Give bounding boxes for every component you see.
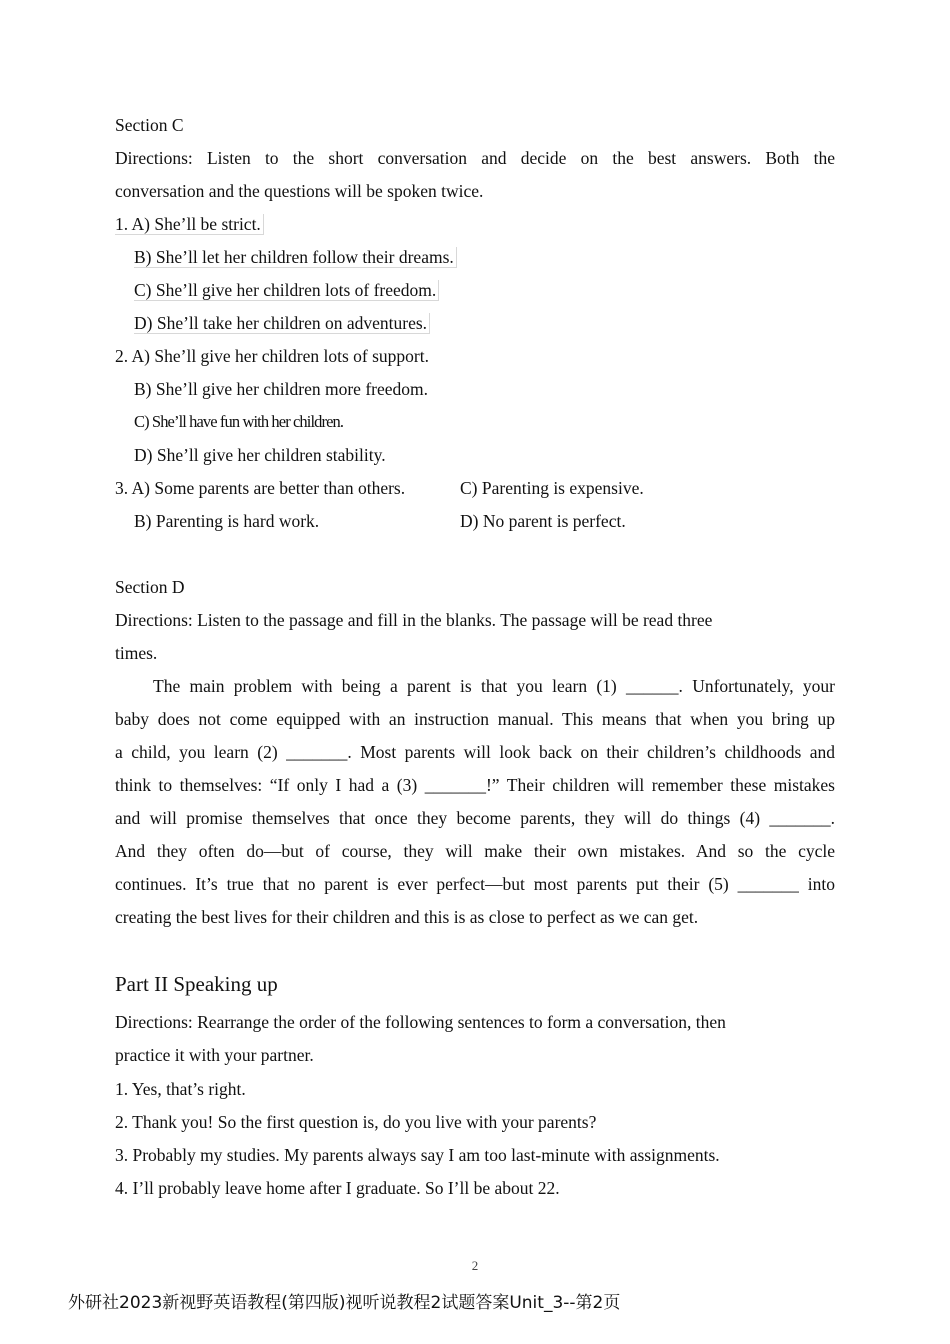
part-2-directions-line-2: practice it with your partner.: [115, 1045, 314, 1065]
passage-line-6: And they often do—but of course, they will make their own mistakes. And so the cycle: [115, 841, 835, 861]
q1-option-a: [115, 214, 264, 234]
passage-line-2: baby does not come equipped with an instruction manual. This means that when you bring up: [115, 709, 835, 729]
passage-line-4: think to themselves: “If only I had a (3) _______!” Their children will remember these mistakes: [115, 775, 835, 795]
section-c-directions-line-2: conversation and the questions will be spoken twice.: [115, 181, 484, 201]
passage-line-5: and will promise themselves that once they become parents, they will do things (4) _______.: [115, 808, 835, 828]
part-2-item-1: 1. Yes, that’s right.: [115, 1079, 246, 1099]
part-2-item-3: 3. Probably my studies. My parents always say I am too last-minute with assignments.: [115, 1145, 720, 1165]
q3-option-d: D) No parent is perfect.: [460, 511, 626, 531]
q1-option-b: [134, 247, 457, 267]
passage-line-8: creating the best lives for their children and this is as close to perfect as we can get.: [115, 907, 699, 927]
passage-line-3: a child, you learn (2) _______. Most parents will look back on their children’s childhoods and: [115, 742, 835, 762]
q2-option-a: 2. A) She’ll give her children lots of support.: [115, 346, 429, 366]
q3-option-c: C) Parenting is expensive.: [460, 478, 644, 498]
part-2-heading: Part II Speaking up: [115, 972, 278, 996]
q1-option-c-text: C) She’ll give her children lots of freedom.: [134, 280, 439, 301]
part-2-directions-line-1: Directions: Rearrange the order of the following sentences to form a conversation, then: [115, 1012, 726, 1032]
section-d-heading: Section D: [115, 577, 185, 597]
q1-option-c: [134, 280, 439, 300]
q3-option-a: 3. A) Some parents are better than others.: [115, 478, 406, 498]
section-d-directions-line-2: times.: [115, 643, 158, 663]
page-number: 2: [471, 1258, 479, 1273]
passage-line-7: continues. It’s true that no parent is ever perfect—but most parents put their (5) _______ into: [115, 874, 835, 894]
passage-line-1: The main problem with being a parent is that you learn (1) ______. Unfortunately, your: [153, 676, 835, 696]
section-d-directions-line-1: Directions: Listen to the passage and fill in the blanks. The passage will be read three: [115, 610, 713, 630]
q2-option-d: D) She’ll give her children stability.: [134, 445, 386, 465]
q3-option-b: B) Parenting is hard work.: [134, 511, 320, 531]
q2-option-b: B) She’ll give her children more freedom.: [134, 379, 428, 399]
section-c-directions-line-1: Directions: Listen to the short conversation and decide on the best answers. Both the: [115, 148, 835, 168]
part-2-item-2: 2. Thank you! So the first question is, do you live with your parents?: [115, 1112, 597, 1132]
section-c-heading: Section C: [115, 115, 184, 135]
document-footer: 外研社2023新视野英语教程(第四版)视听说教程2试题答案Unit_3--第2页: [68, 1293, 621, 1313]
q1-option-b-text: B) She’ll let her children follow their dreams.: [134, 247, 457, 268]
q1-option-a-text: 1. A) She’ll be strict.: [115, 214, 264, 235]
q1-option-d: [134, 313, 430, 333]
q1-option-d-text: D) She’ll take her children on adventures.: [134, 313, 430, 334]
q2-option-c: C) She’ll have fun with her children.: [134, 412, 344, 431]
part-2-item-4: 4. I’ll probably leave home after I graduate. So I’ll be about 22.: [115, 1178, 560, 1198]
